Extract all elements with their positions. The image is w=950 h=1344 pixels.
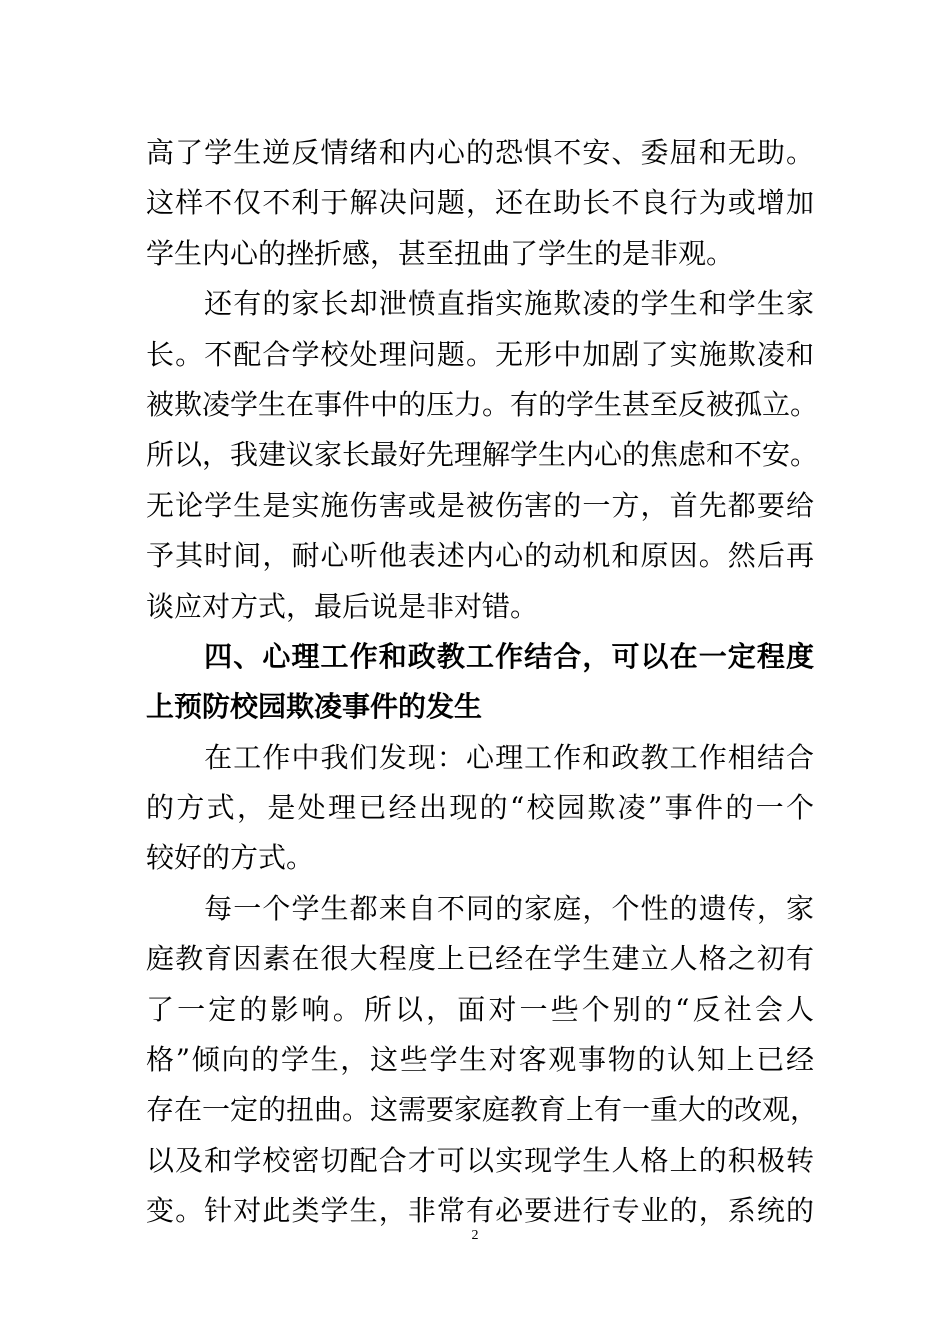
text-line: 谈应对方式，最后说是非对错。 (146, 589, 539, 623)
text-line: 较好的方式。 (146, 841, 315, 875)
text-line: 每一个学生都来自不同的家庭，个性的遗传，家 (146, 891, 814, 925)
section-heading-line: 四、心理工作和政教工作结合，可以在一定程度 (146, 639, 814, 673)
text-line: 予其时间，耐心听他表述内心的动机和原因。然后再 (146, 539, 814, 573)
text-line: 这样不仅不利于解决问题，还在助长不良行为或增加 (146, 186, 814, 220)
text-line: 庭教育因素在很大程度上已经在学生建立人格之初有 (146, 942, 814, 976)
text-line: 在工作中我们发现：心理工作和政教工作相结合 (146, 740, 814, 774)
text-line: 的方式，是处理已经出现的“校园欺凌”事件的一个 (146, 791, 814, 825)
text-line: 格”倾向的学生，这些学生对客观事物的认知上已经 (146, 1043, 814, 1077)
text-line: 以及和学校密切配合才可以实现学生人格上的积极转 (146, 1143, 814, 1177)
page-number: 2 (471, 1228, 479, 1243)
text-line: 学生内心的挫折感，甚至扭曲了学生的是非观。 (146, 236, 735, 270)
text-line: 高了学生逆反情绪和内心的恐惧不安、委屈和无助。 (146, 136, 814, 169)
text-line: 存在一定的扭曲。这需要家庭教育上有一重大的改观， (146, 1093, 819, 1127)
body-text (146, 128, 819, 1237)
section-heading-line: 上预防校园欺凌事件的发生 (146, 690, 483, 724)
text-line: 了一定的影响。所以，面对一些个别的“反社会人 (146, 992, 814, 1026)
text-line: 还有的家长却泄愤直指实施欺凌的学生和学生家 (146, 287, 814, 321)
text-line: 无论学生是实施伤害或是被伤害的一方，首先都要给 (146, 488, 814, 522)
text-line: 所以，我建议家长最好先理解学生内心的焦虑和不安。 (146, 438, 819, 472)
text-line: 变。针对此类学生，非常有必要进行专业的，系统的 (146, 1194, 814, 1228)
text-line: 被欺凌学生在事件中的压力。有的学生甚至反被孤立。 (146, 387, 819, 421)
text-line: 长。不配合学校处理问题。无形中加剧了实施欺凌和 (146, 337, 814, 371)
